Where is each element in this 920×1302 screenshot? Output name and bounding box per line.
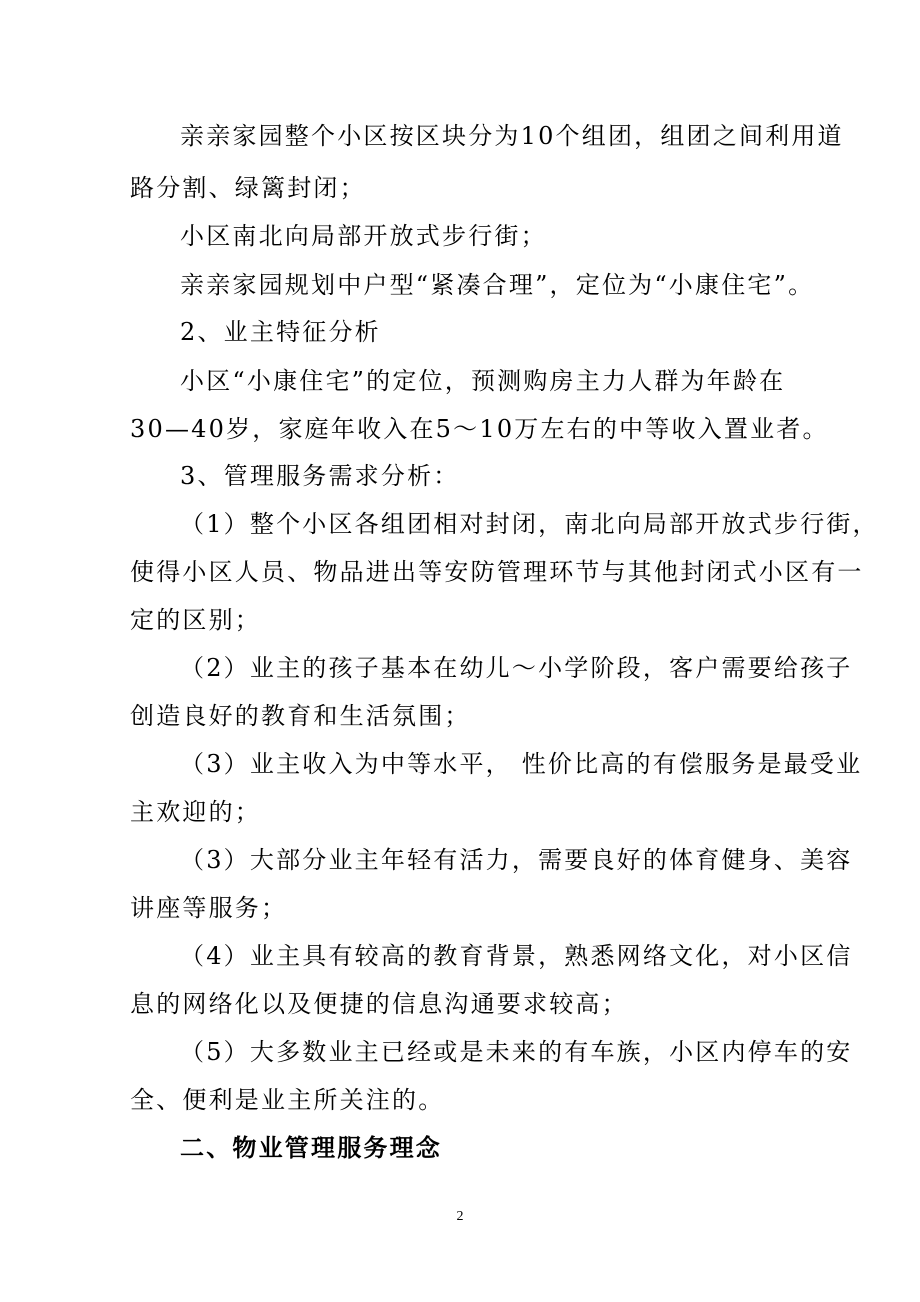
list-item-line: （5）大多数业主已经或是未来的有车族，小区内停车的安	[180, 1038, 853, 1066]
paragraph-line: 路分割、绿篱封闭；	[130, 174, 366, 202]
list-item-line: 讲座等服务；	[130, 894, 288, 922]
list-item-line: 使得小区人员、物品进出等安防管理环节与其他封闭式小区有一	[130, 558, 864, 586]
list-item-line: 定的区别；	[130, 606, 261, 634]
list-item-line: 主欢迎的；	[130, 798, 261, 826]
paragraph-line: 亲亲家园规划中户型“紧凑合理”，定位为“小康住宅”。	[180, 271, 815, 299]
section-subheading: 3、管理服务需求分析：	[180, 462, 460, 490]
section-heading: 二、物业管理服务理念	[180, 1133, 442, 1162]
page-number: 2	[456, 1209, 464, 1224]
list-item-line: （3）业主收入为中等水平， 性价比高的有偿服务是最受业	[180, 750, 863, 778]
list-item-line: （4）业主具有较高的教育背景，熟悉网络文化，对小区信	[180, 942, 853, 970]
list-item-line: （2）业主的孩子基本在幼儿～小学阶段，客户需要给孩子	[180, 654, 853, 682]
paragraph-line: 30—40岁，家庭年收入在5～10万左右的中等收入置业者。	[130, 415, 829, 443]
list-item-line: 创造良好的教育和生活氛围；	[130, 702, 471, 730]
paragraph-line: 小区“小康住宅”的定位，预测购房主力人群为年龄在	[180, 367, 786, 395]
list-item-line: 息的网络化以及便捷的信息沟通要求较高；	[130, 990, 628, 1018]
list-item-line: （1）整个小区各组团相对封闭，南北向局部开放式步行街，	[180, 510, 879, 538]
paragraph-line: 亲亲家园整个小区按区块分为10个组团，组团之间利用道	[180, 122, 844, 150]
paragraph-line: 小区南北向局部开放式步行街；	[180, 222, 547, 250]
list-item-line: 全、便利是业主所关注的。	[130, 1086, 445, 1114]
section-subheading: 2、业主特征分析	[180, 318, 381, 346]
list-item-line: （3）大部分业主年轻有活力，需要良好的体育健身、美容	[180, 846, 853, 874]
